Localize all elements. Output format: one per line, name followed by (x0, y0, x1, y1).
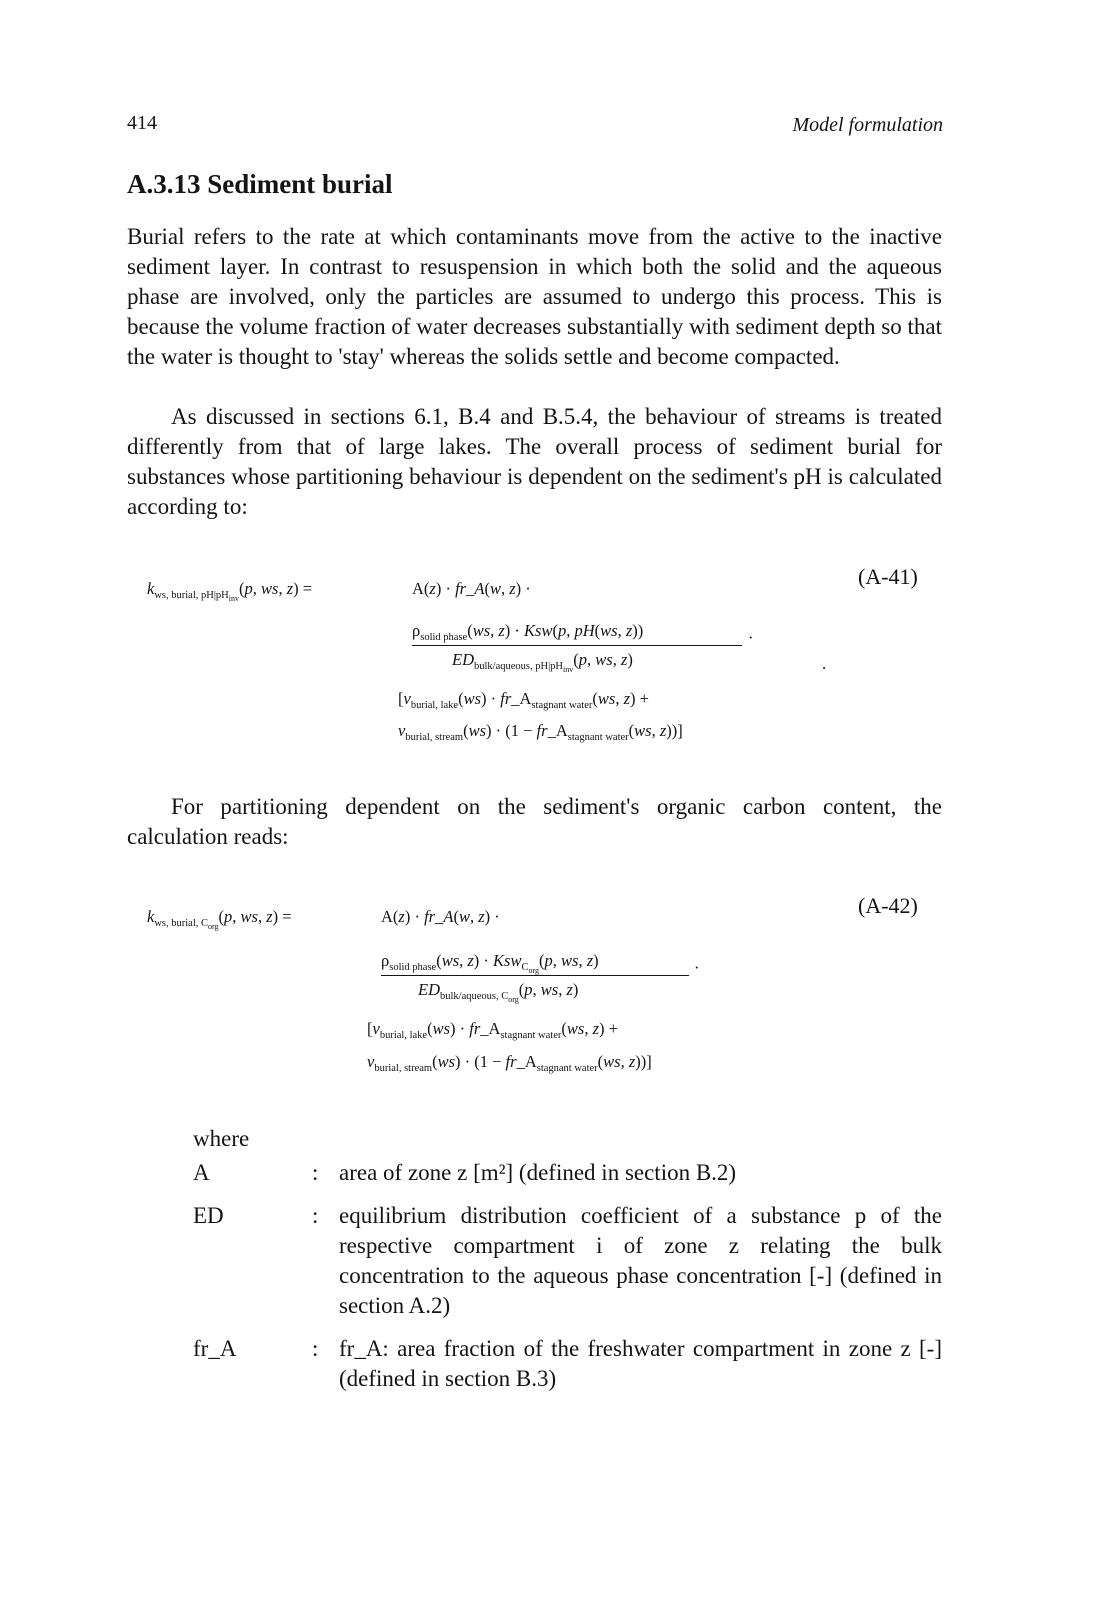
equation-a41-trailing-dot: . (822, 654, 827, 673)
equation-a41-numerator: $\rho_{solid phase}(ws$, z) · Ksw(p, pH(ws, z)) (412, 621, 644, 643)
equation-a42-velocity-lake: [$v_{burial, lake}(ws)$ · $fr\_A_{stagnant water}(ws$, z) + (367, 1019, 618, 1041)
equation-a41-dot: · (748, 628, 754, 647)
definition-colon: : (312, 1336, 319, 1361)
definition-colon: : (312, 1203, 319, 1228)
definitions-intro: where (193, 1126, 250, 1151)
section-title: A.3.13 Sediment burial (127, 169, 393, 199)
equation-a42-denominator: $ED_{bulk/aqueous, C_{org}}(p$, ws, z) (418, 980, 579, 1004)
definition-term-a: A (193, 1160, 210, 1185)
equation-a42-dot: · (694, 958, 700, 977)
definition-desc-fr-a: fr_A: area fraction of the freshwater compartment in zone z [-] (defined in section B.3) (339, 1336, 942, 1391)
equation-a41-lhs: $k_{ws, burial, pH|pH_{inv}}(p$, ws, z) = (147, 579, 313, 603)
equation-a41-denominator: $ED_{bulk/aqueous, pH|pH_{inv}}(p$, ws, z) (452, 650, 633, 674)
running-title: Model formulation (792, 114, 943, 136)
page-number: 414 (127, 112, 157, 134)
equation-a41-area-term: A(z) · fr_A(w, z) · (412, 579, 531, 598)
paragraph-organic-carbon: For partitioning dependent on the sediment's organic carbon content, the calculation reads: (127, 794, 942, 849)
equation-a42-area-term: A(z) · fr_A(w, z) · (381, 907, 500, 926)
equation-a42-velocity-stream: $v_{burial, stream}(ws) \cdot (1$ − $fr\_A_{stagnant water}(ws$, z))] (367, 1052, 652, 1074)
equation-a42-lhs: $k_{ws, burial, C_{org}}(p$, ws, z) = (147, 907, 292, 931)
definition-term-fr-a: fr_A (193, 1336, 237, 1361)
definition-term-ed: ED (193, 1203, 224, 1228)
equation-a42-fraction-bar (381, 975, 689, 976)
definition-colon: : (312, 1160, 319, 1185)
paragraph-streams-lakes: As discussed in sections 6.1, B.4 and B.5.4, the behaviour of streams is treated differently from that of large lakes. The overall process of sediment burial for substances whose partitioning behaviour is dependent on the sediment's pH is calculated according to: (127, 404, 942, 519)
definition-desc-ed: equilibrium distribution coefficient of a substance p of the respective compartment i of zone z relating the bulk concentration to the aqueous phase concentration [-] (defined in section A.2) (339, 1203, 942, 1318)
equation-number-a42: (A-42) (858, 893, 918, 918)
equation-number-a41: (A-41) (858, 564, 918, 589)
definition-desc-a: area of zone z [m²] (defined in section B.2) (339, 1160, 737, 1185)
equation-a41-velocity-stream: $v_{burial, stream}(ws) \cdot (1$ − $fr\_A_{stagnant water}(ws$, z))] (398, 721, 683, 743)
equation-a41-fraction-bar (412, 645, 742, 646)
equation-a41-velocity-lake: [$v_{burial, lake}(ws)$ · $fr\_A_{stagnant water}(ws$, z) + (398, 689, 649, 711)
paragraph-burial-intro: Burial refers to the rate at which contaminants move from the active to the inactive sediment layer. In contrast to resuspension in which both the solid and the aqueous phase are involved, only the particles are assumed to undergo this process. This is because the volume fraction of water decreases substantially with sediment depth so that the water is thought to 'stay' whereas the solids settle and become compacted. (127, 224, 942, 369)
equation-a42-numerator: $\rho_{solid phase}(ws$, z) · Ksw$_{C_{org}}$(p, ws, z) (381, 951, 599, 975)
